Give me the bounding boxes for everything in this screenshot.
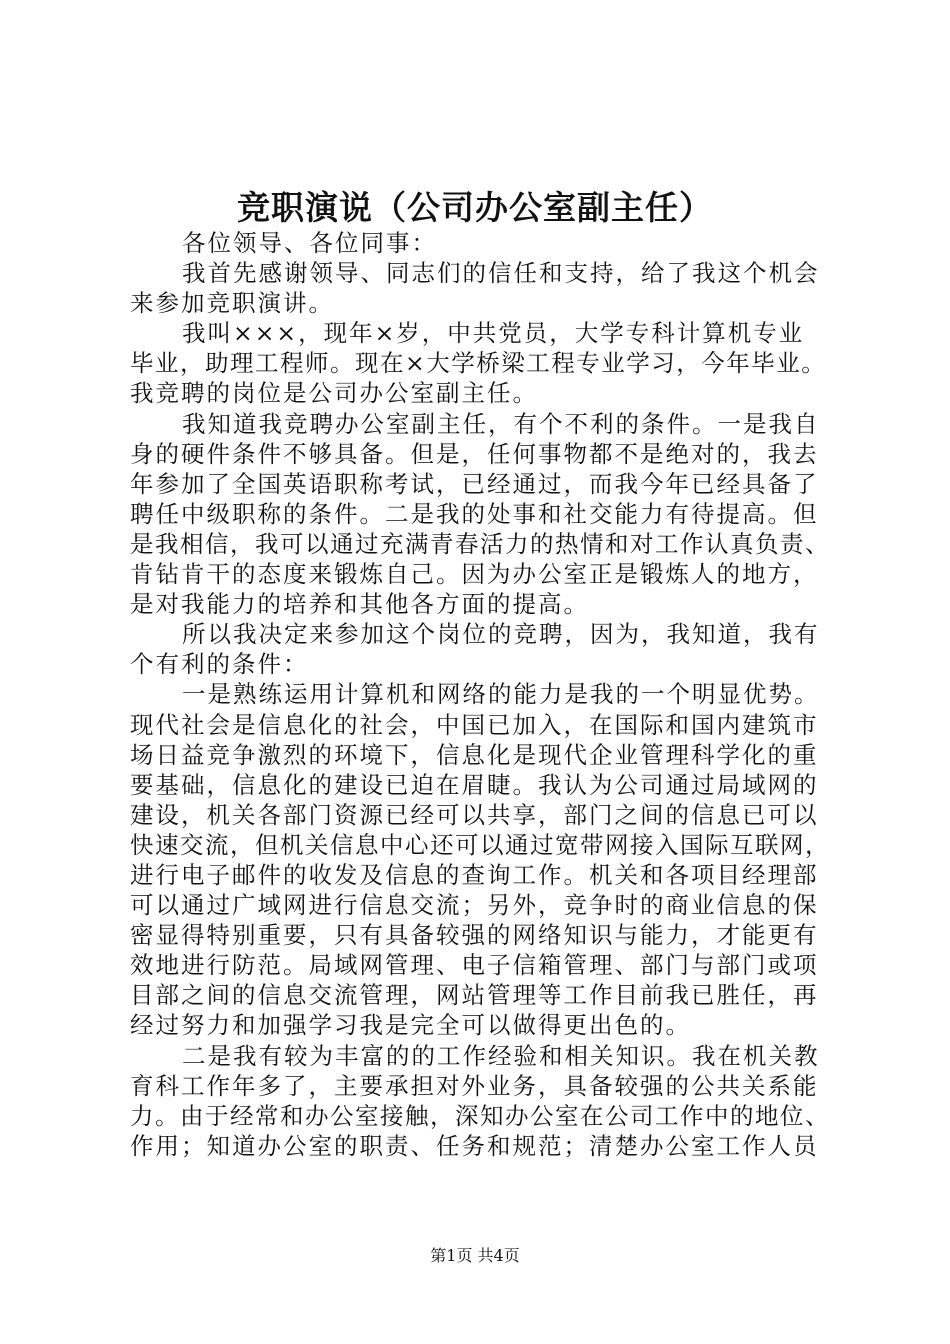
text-line: 肯钻肯干的态度来锻炼自己。因为办公室正是锻炼人的地方， (130, 560, 819, 589)
text-line: 现代社会是信息化的社会，中国已加入，在国际和国内建筑市 (130, 710, 819, 739)
text-line: 建设，机关各部门资源已经可以共享，部门之间的信息已可以 (130, 800, 819, 829)
text-line: 来参加竞职演讲。 (130, 289, 334, 318)
text-line: 效地进行防范。局域网管理、电子信箱管理、部门与部门或项 (130, 951, 819, 980)
text-line: 力。由于经常和办公室接触，深知办公室在公司工作中的地位、 (130, 1101, 830, 1130)
text-line: 聘任中级职称的条件。二是我的处事和社交能力有待提高。但 (130, 499, 819, 528)
document-body (130, 228, 830, 1161)
text-line: 一是熟练运用计算机和网络的能力是我的一个明显优势。 (182, 680, 820, 709)
text-line: 作用；知道办公室的职责、任务和规范；清楚办公室工作人员 (130, 1131, 819, 1160)
text-line: 可以通过广域网进行信息交流；另外，竞争时的商业信息的保 (130, 891, 819, 920)
text-line: 毕业，助理工程师。现在×大学桥梁工程专业学习，今年毕业。 (130, 349, 827, 378)
text-line: 所以我决定来参加这个岗位的竞聘，因为，我知道，我有 (182, 620, 820, 649)
text-line: 身的硬件条件不够具备。但是，任何事物都不是绝对的，我去 (130, 439, 819, 468)
text-line: 我叫×××，现年×岁，中共党员，大学专科计算机专业 (182, 319, 805, 348)
text-line: 我知道我竞聘办公室副主任，有个不利的条件。一是我自 (182, 409, 820, 438)
text-line: 是对我能力的培养和其他各方面的提高。 (130, 590, 589, 619)
text-line: 年参加了全国英语职称考试，已经通过，而我今年已经具备了 (130, 469, 819, 498)
text-line: 快速交流，但机关信息中心还可以通过宽带网接入国际互联网， (130, 830, 830, 859)
text-line: 二是我有较为丰富的的工作经验和相关知识。我在机关教 (182, 1041, 820, 1070)
text-line: 场日益竞争激烈的环境下，信息化是现代企业管理科学化的重 (130, 740, 819, 769)
text-line: 我首先感谢领导、同志们的信任和支持，给了我这个机会 (182, 259, 820, 288)
text-line: 我竞聘的岗位是公司办公室副主任。 (130, 379, 538, 408)
document-title: 竞职演说（公司办公室副主任） (237, 188, 713, 227)
text-line: 密显得特别重要，只有具备较强的网络知识与能力，才能更有 (130, 921, 819, 950)
text-line: 目部之间的信息交流管理，网站管理等工作目前我已胜任，再 (130, 981, 819, 1010)
text-line: 各位领导、各位同事： (182, 229, 437, 257)
text-line: 要基础，信息化的建设已迫在眉睫。我认为公司通过局域网的 (130, 770, 819, 799)
text-line: 育科工作年多了，主要承担对外业务，具备较强的公共关系能 (130, 1071, 819, 1100)
text-line: 个有利的条件： (130, 650, 309, 679)
page-number-footer: 第1页 共4页 (430, 1246, 520, 1265)
text-line: 是我相信，我可以通过充满青春活力的热情和对工作认真负责、 (130, 529, 830, 558)
text-line: 经过努力和加强学习我是完全可以做得更出色的。 (130, 1011, 691, 1040)
text-line: 进行电子邮件的收发及信息的查询工作。机关和各项目经理部 (130, 860, 819, 889)
